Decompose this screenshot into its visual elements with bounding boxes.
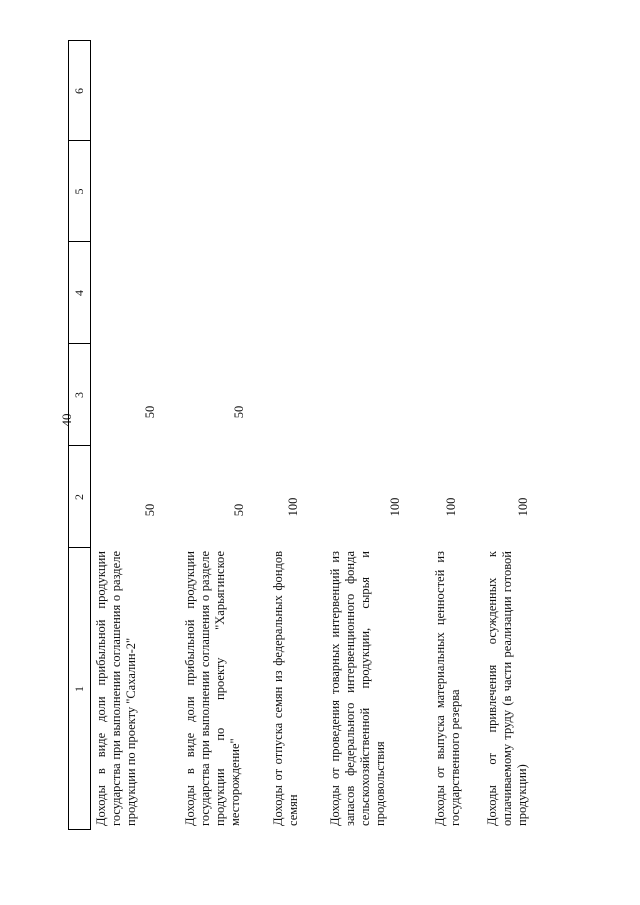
header-col-6: 6 bbox=[72, 88, 86, 94]
page-number: 40 bbox=[59, 413, 74, 427]
row-label: Доходы от отпуска семян из федеральных фондов семян bbox=[271, 551, 300, 826]
row-value-col2: 50 bbox=[232, 503, 246, 517]
header-col-3: 3 bbox=[72, 392, 86, 398]
row-label: Доходы от привлечения осужденных к оплачиваемому труду (в части реализации готовой продукции) bbox=[485, 551, 529, 826]
header-col-1: 1 bbox=[72, 686, 86, 692]
rotated-table bbox=[68, 40, 578, 830]
row-value-col2: 100 bbox=[516, 497, 530, 517]
header-bottom-border bbox=[90, 40, 91, 830]
table-top-border bbox=[68, 40, 69, 830]
row-label: Доходы от выпуска материальных ценностей из государственного резерва bbox=[433, 551, 462, 826]
header-col-4: 4 bbox=[72, 290, 86, 296]
row-label: Доходы от проведения товарных интервенций из запасов федерального интервенционного фонда сельскохозяйственной продукции, сырья и продовольствия bbox=[328, 551, 387, 826]
header-col-5: 5 bbox=[72, 188, 86, 195]
header-col-2: 2 bbox=[72, 494, 86, 500]
row-value-col3: 50 bbox=[232, 405, 246, 419]
row-label: Доходы в виде доли прибыльной продукции государства при выполнении соглашения о разделе продукции по проекту "Сахалин-2" bbox=[94, 551, 138, 826]
row-label: Доходы в виде доли прибыльной продукции государства при выполнении соглашения о разделе продукции по проекту "Харьягинское месторождение" bbox=[183, 551, 242, 826]
row-value-col2: 100 bbox=[388, 497, 402, 517]
row-value-col2: 50 bbox=[143, 503, 157, 517]
row-value-col3: 50 bbox=[143, 405, 157, 419]
row-value-col2: 100 bbox=[286, 497, 300, 517]
row-value-col2: 100 bbox=[444, 497, 458, 517]
